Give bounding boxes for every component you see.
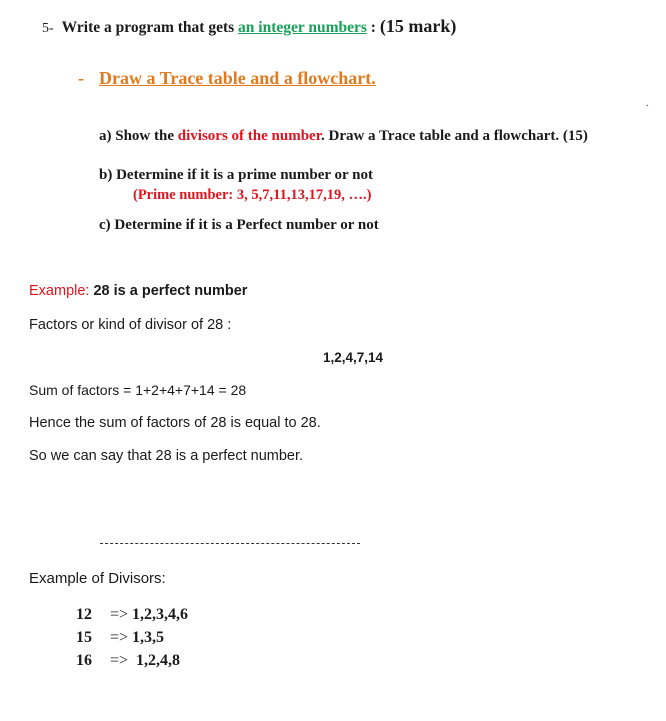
divisor-number: 12 (76, 606, 92, 623)
question-text-before: Write a program that gets (61, 19, 239, 36)
divisor-number: 15 (76, 629, 92, 646)
stray-dot: . (646, 98, 649, 109)
divisor-arrow: => (110, 629, 129, 646)
question-number: 5- (42, 21, 54, 36)
divisor-row (76, 652, 180, 670)
divisor-arrow: => (110, 652, 129, 669)
factor-list: 1,2,4,7,14 (323, 350, 384, 365)
trace-dash: - (78, 68, 84, 88)
hence-line: Hence the sum of factors of 28 is equal to 28. (29, 415, 321, 431)
question-title (42, 16, 456, 37)
divisor-row (76, 606, 188, 624)
question-text-after: : (366, 19, 380, 36)
example-label: Example: (29, 283, 90, 299)
question-marks: (15 mark) (379, 16, 457, 36)
item-a (99, 128, 588, 145)
divisor-list: 1,3,5 (132, 629, 165, 646)
sum-line: Sum of factors = 1+2+4+7+14 = 28 (29, 382, 247, 398)
trace-heading: Draw a Trace table and a flowchart. (99, 68, 376, 88)
example-line (29, 283, 247, 299)
so-line: So we can say that 28 is a perfect number. (29, 448, 304, 464)
divisor-row (76, 629, 164, 647)
divisor-arrow: => (110, 606, 129, 623)
divisor-list: 1,2,3,4,6 (132, 606, 189, 623)
factors-line: Factors or kind of divisor of 28 : (29, 317, 232, 333)
divisor-number: 16 (76, 652, 92, 669)
item-a-prefix: a) Show the (99, 128, 178, 144)
item-a-suffix: . Draw a Trace table and a flowchart. (15) (320, 128, 588, 144)
divider (100, 543, 360, 544)
question-highlight: an integer numbers (238, 19, 367, 36)
example-text: 28 is a perfect number (89, 283, 248, 299)
prime-note: (Prime number: 3, 5,7,11,13,17,19, ….) (133, 187, 372, 203)
divisor-list: 1,2,4,8 (132, 652, 181, 669)
item-c: c) Determine if it is a Perfect number or not (99, 217, 379, 233)
item-a-highlight: divisors of the number (177, 128, 321, 144)
divisors-heading: Example of Divisors: (29, 570, 166, 587)
item-b: b) Determine if it is a prime number or not (99, 167, 373, 183)
